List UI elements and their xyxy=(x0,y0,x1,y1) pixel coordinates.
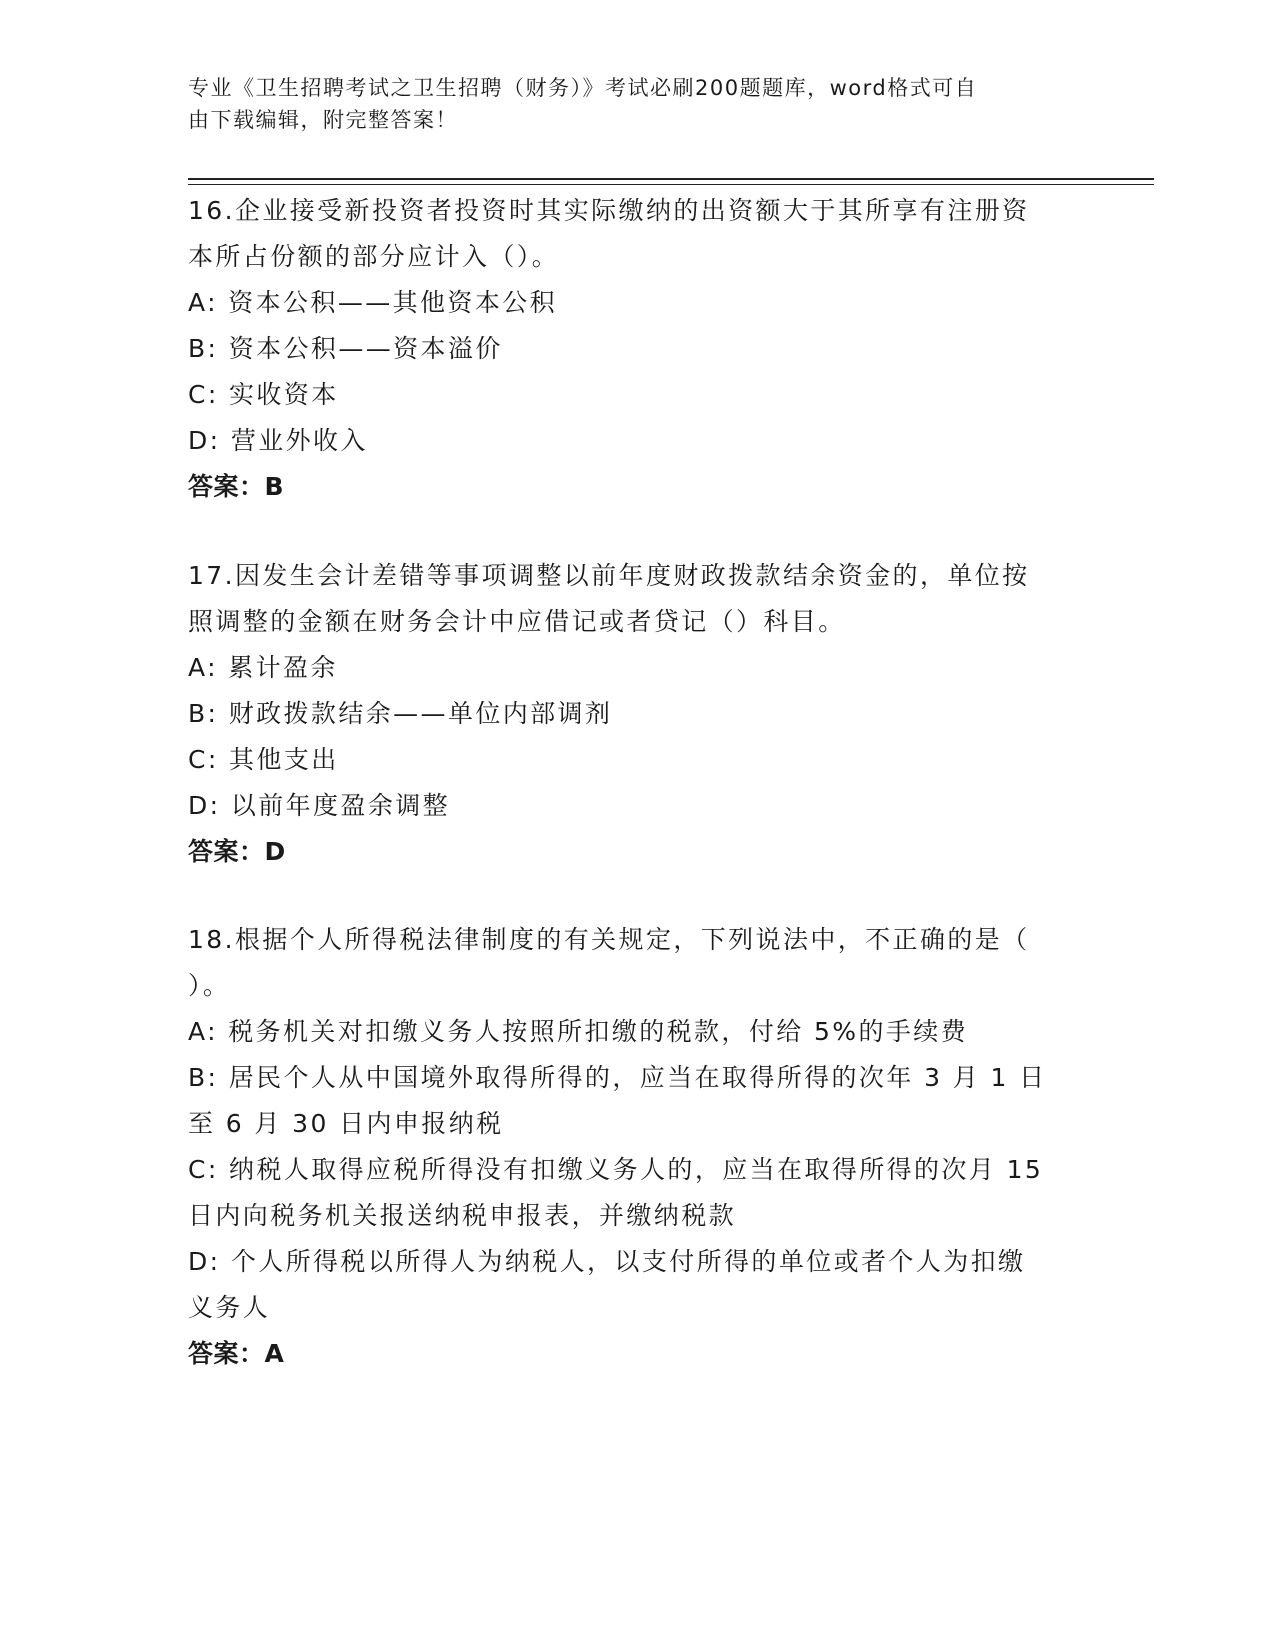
header-line-2: 由下载编辑，附完整答案！ xyxy=(188,108,458,132)
question-stem-line: 17.因发生会计差错等事项调整以前年度财政拨款结余资金的，单位按 xyxy=(188,561,1030,590)
question-17 xyxy=(188,553,1088,875)
option-c: C: 其他支出 xyxy=(188,745,339,774)
option-a: A: 税务机关对扣缴义务人按照所扣缴的税款，付给 5%的手续费 xyxy=(188,1017,969,1046)
option-d: D: 以前年度盈余调整 xyxy=(188,791,451,820)
option-d: D: 营业外收入 xyxy=(188,426,368,455)
question-18 xyxy=(188,917,1088,1377)
header-line-1: 专业《卫生招聘考试之卫生招聘（财务）》考试必刷200题题库，word格式可自 xyxy=(188,76,978,100)
question-stem-line: 18.根据个人所得税法律制度的有关规定，下列说法中，不正确的是（ xyxy=(188,925,1030,954)
question-stem-line: 16.企业接受新投资者投资时其实际缴纳的出资额大于其所享有注册资 xyxy=(188,196,1030,225)
header-rule-thin xyxy=(188,184,1154,185)
answer-label: 答案：B xyxy=(188,472,285,501)
option-d: D: 个人所得税以所得人为纳税人，以支付所得的单位或者个人为扣缴 xyxy=(188,1247,1026,1276)
question-stem-line: ）。 xyxy=(188,971,231,1000)
option-b-continued: 至 6 月 30 日内申报纳税 xyxy=(188,1109,504,1138)
option-b: B: 财政拨款结余——单位内部调剂 xyxy=(188,699,613,728)
option-c: C: 纳税人取得应税所得没有扣缴义务人的，应当在取得所得的次月 15 xyxy=(188,1155,1044,1184)
question-stem-line: 照调整的金额在财务会计中应借记或者贷记（）科目。 xyxy=(188,607,846,636)
option-b: B: 居民个人从中国境外取得所得的，应当在取得所得的次年 3 月 1 日 xyxy=(188,1063,1047,1092)
option-c: C: 实收资本 xyxy=(188,380,339,409)
option-d-continued: 义务人 xyxy=(188,1293,271,1322)
answer-label: 答案：A xyxy=(188,1339,285,1368)
header-rule-thick xyxy=(188,178,1154,180)
option-a: A: 资本公积——其他资本公积 xyxy=(188,288,558,317)
option-c-continued: 日内向税务机关报送纳税申报表，并缴纳税款 xyxy=(188,1201,737,1230)
question-16 xyxy=(188,188,1088,510)
option-a: A: 累计盈余 xyxy=(188,653,338,682)
answer-label: 答案：D xyxy=(188,837,286,866)
document-header xyxy=(188,72,1068,136)
question-stem-line: 本所占份额的部分应计入（）。 xyxy=(188,242,560,271)
option-b: B: 资本公积——资本溢价 xyxy=(188,334,503,363)
